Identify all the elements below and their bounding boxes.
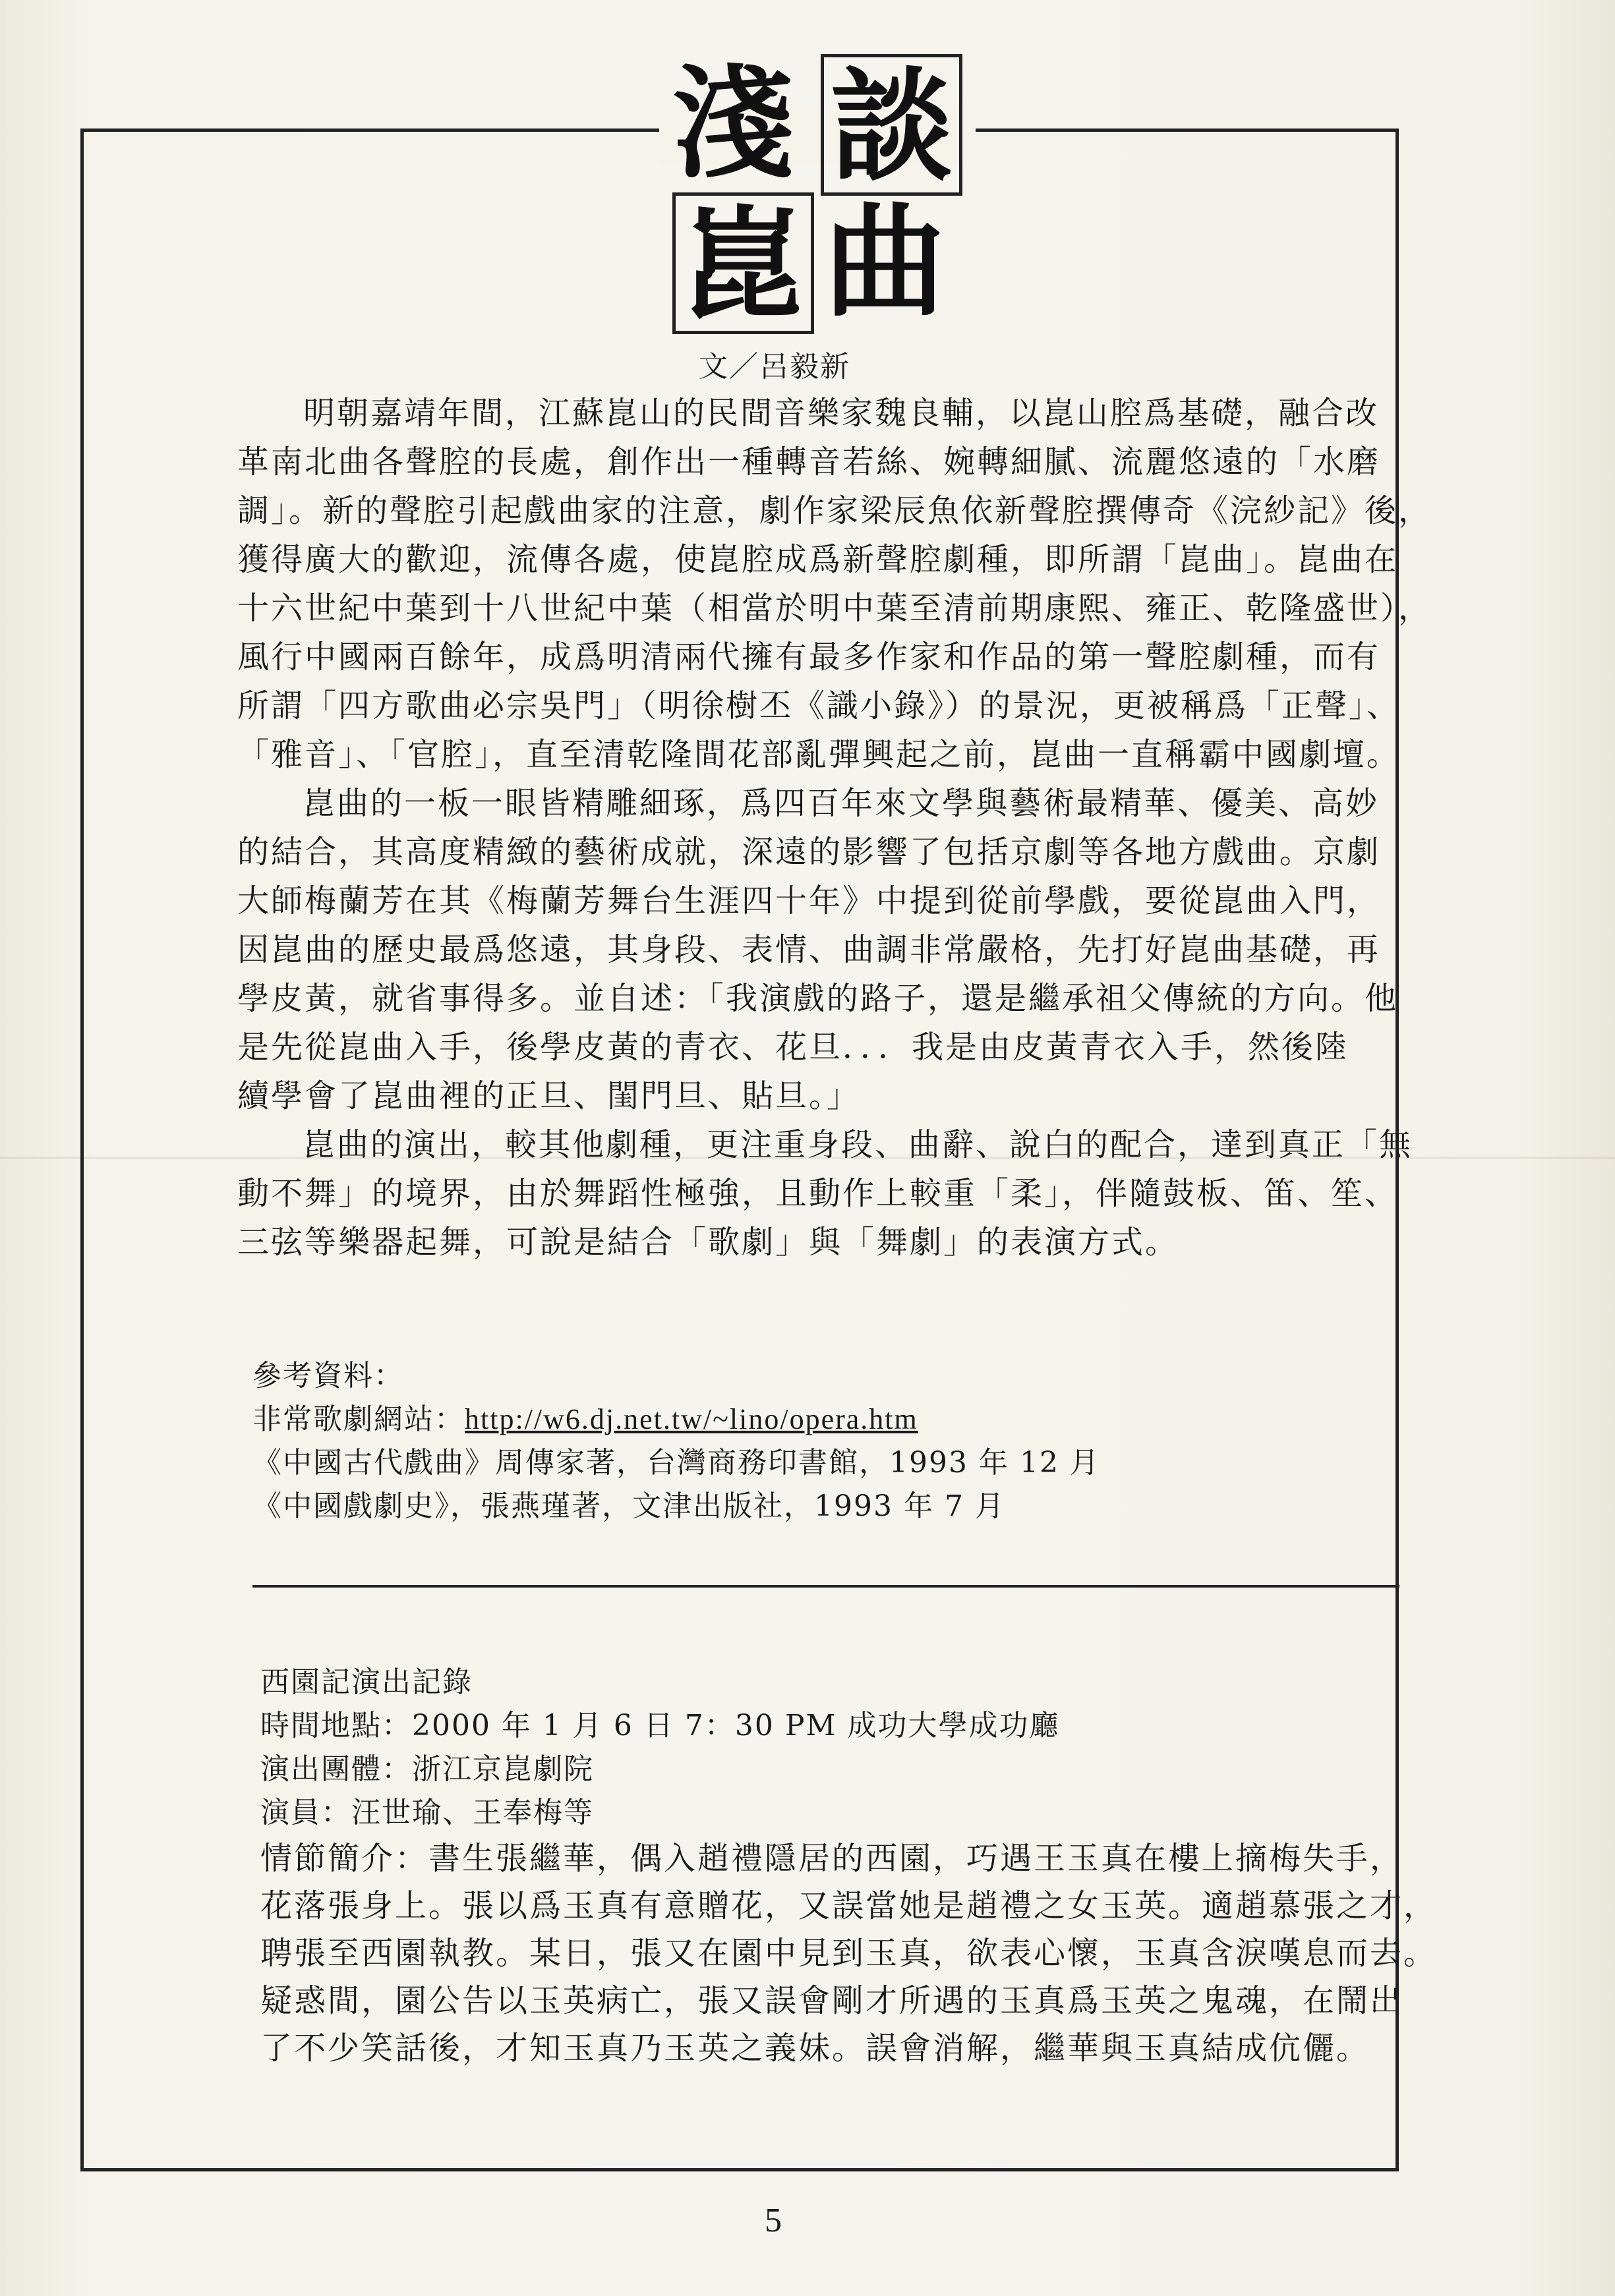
reference-book-2: 《中國戲劇史》，張燕瑾著，文津出版社，1993 年 7 月 (252, 1489, 1005, 1523)
article-line: 十六世紀中葉到十八世紀中葉（相當於明中葉至清前期康熙、雍正、乾隆盛世）， (237, 590, 1432, 627)
performance-time-place: 時間地點：2000 年 1 月 6 日 7：30 PM 成功大學成功廳 (260, 1709, 1060, 1742)
article-body (237, 389, 1432, 1267)
article-line: 三弦等樂器起舞，可說是結合「歌劇」與「舞劇」的表演方式。 (237, 1224, 1179, 1261)
synopsis-line: 聘張至西園執教。某日，張又在園中見到玉真，欲表心懷，玉真含淚嘆息而去。 (260, 1935, 1438, 1972)
article-line: 續學會了崑曲裡的正旦、閨門旦、貼旦。」 (237, 1077, 861, 1114)
reference-website-link[interactable]: http://w6.dj.net.tw/~lino/opera.htm (465, 1403, 918, 1435)
performance-record (260, 1661, 1437, 2072)
reference-website (252, 1398, 1100, 1441)
article-line: 是先從崑曲入手，後學皮黃的青衣、花旦．．．我是由皮黃青衣入手，然後陸 (237, 1029, 1349, 1066)
references-heading: 參考資料： (252, 1359, 404, 1392)
title-char-4: 曲 (824, 190, 946, 333)
performance-heading: 西園記演出記錄 (260, 1665, 473, 1699)
section-divider (252, 1585, 1399, 1588)
article-line: 大師梅蘭芳在其《梅蘭芳舞台生涯四十年》中提到從前學戲，要從崑曲入門， (237, 882, 1381, 919)
article-line: 「雅音」、「官腔」，直至清乾隆間花部亂彈興起之前，崑曲一直稱霸中國劇壇。 (237, 736, 1401, 773)
article-line: 獲得廣大的歡迎，流傳各處，使崑腔成爲新聲腔劇種，即所謂「崑曲」。崑曲在 (237, 541, 1399, 578)
references-section (252, 1354, 1100, 1528)
article-line: 因崑曲的歷史最爲悠遠，其身段、表情、曲調非常嚴格，先打好崑曲基礎，再 (237, 931, 1381, 968)
article-line: 所謂「四方歌曲必宗吳門」（明徐樹丕《識小錄》）的景況，更被稱爲「正聲」、 (237, 687, 1401, 724)
title-char-2-boxed: 談 (821, 54, 962, 196)
article-line: 崑曲的一板一眼皆精雕細琢，爲四百年來文學與藝術最精華、優美、高妙 (303, 785, 1380, 822)
performance-troupe: 演出團體：浙江京崑劇院 (260, 1752, 594, 1786)
synopsis-line: 情節簡介：書生張繼華，偶入趙禮隱居的西園，巧遇王玉真在樓上摘梅失手， (260, 1840, 1404, 1877)
article-line: 調」。新的聲腔引起戲曲家的注意，劇作家梁辰魚依新聲腔撰傳奇《浣紗記》後， (237, 492, 1432, 529)
title-char-3-boxed: 崑 (672, 192, 814, 334)
synopsis-line: 了不少笑話後，才知玉真乃玉英之義妹。誤會消解，繼華與玉真結成伉儷。 (260, 2030, 1370, 2067)
article-line: 崑曲的演出，較其他劇種，更注重身段、曲辭、說白的配合，達到真正「無 (303, 1126, 1413, 1163)
reference-website-label: 非常歌劇網站： (252, 1402, 465, 1436)
article-line: 風行中國兩百餘年，成爲明清兩代擁有最多作家和作品的第一聲腔劇種，而有 (237, 639, 1381, 675)
reference-book-1: 《中國古代戲曲》周傳家著，台灣商務印書館，1993 年 12 月 (252, 1446, 1100, 1479)
article-line: 動不舞」的境界，由於舞蹈性極強，且動作上較重「柔」，伴隨鼓板、笛、笙、 (237, 1175, 1399, 1212)
author-byline: 文／呂毅新 (699, 350, 850, 384)
article-line: 明朝嘉靖年間，江蘇崑山的民間音樂家魏良輔，以崑山腔爲基礎，融合改 (303, 395, 1380, 432)
performance-cast: 演員：汪世瑜、王奉梅等 (260, 1796, 594, 1829)
article-line: 的結合，其高度精緻的藝術成就，深遠的影響了包括京劇等各地方戲曲。京劇 (237, 834, 1381, 871)
synopsis-line: 花落張身上。張以爲玉真有意贈花，又誤當她是趙禮之女玉英。適趙慕張之才， (260, 1887, 1438, 1924)
article-line: 學皮黃，就省事得多。並自述：「我演戲的路子，還是繼承祖父傳統的方向。他 (237, 980, 1399, 1017)
page-number: 5 (765, 2202, 782, 2239)
title-char-1: 淺 (672, 51, 794, 195)
article-line: 革南北曲各聲腔的長處，創作出一種轉音若絲、婉轉細膩、流麗悠遠的「水磨 (237, 444, 1381, 480)
synopsis-line: 疑惑間，園公告以玉英病亡，張又誤會剛才所遇的玉真爲玉英之鬼魂，在鬧出 (260, 1982, 1404, 2019)
